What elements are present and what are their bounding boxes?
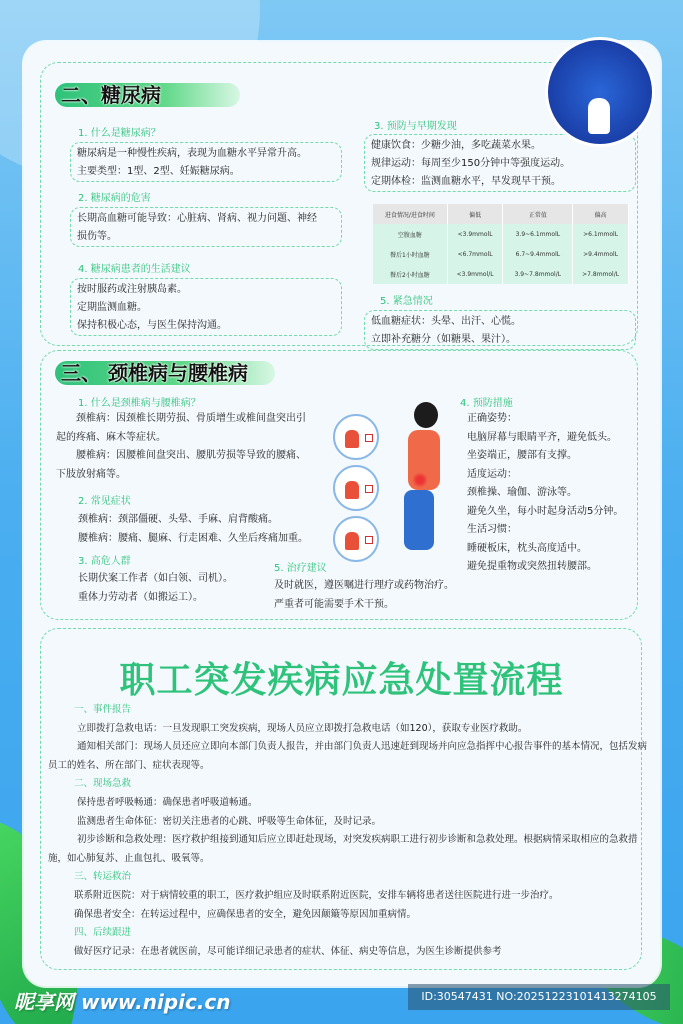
text-line: 低血糖症状：头晕、出汗、心慌。 <box>371 316 521 327</box>
table-cell: >7.8mmol/L <box>573 264 629 284</box>
text-line: 避免久坐，每小时起身活动5分钟。 <box>467 505 624 517</box>
text-line: 腰椎病：因腰椎间盘突出、腰肌劳损等导致的腰痛、 <box>76 450 306 461</box>
people-circle-illustration <box>548 40 652 144</box>
spine-s5-title: 5. 治疗建议 <box>274 563 327 574</box>
text-line: 规律运动：每周至少150分钟中等强度运动。 <box>371 158 571 169</box>
text-line: 保持积极心态，与医生保持沟通。 <box>77 320 227 331</box>
paragraph: 初步诊断和急救处理：医疗救护组接到通知后应立即赶赴现场，对突发疾病职工进行初步诊断和急救处理。根据病情采取相应的急救措施，如心肺复苏、止血包扎、吸氧等。 <box>48 834 638 864</box>
table-cell: <3.9mmolL <box>447 224 503 244</box>
person-figure <box>345 430 359 448</box>
text-line: 颈椎操、瑜伽、游泳等。 <box>467 487 577 498</box>
section-title: 三、转运救治 <box>74 871 132 883</box>
section-title: 四、后续跟进 <box>74 927 132 939</box>
text-line: 重体力劳动者（如搬运工）。 <box>78 591 203 603</box>
text-line: 坐姿端正，腰部有支撑。 <box>467 450 577 461</box>
table-cell: 餐后2小时血糖 <box>373 264 447 284</box>
text-line: 颈椎病：因颈椎长期劳损、骨质增生或椎间盘突出引 <box>76 413 306 424</box>
table-row <box>373 244 629 264</box>
paragraph: 保持患者呼吸畅通：确保患者呼吸道畅通。 <box>77 796 258 808</box>
diabetes-s4-box <box>70 278 342 336</box>
text-line: 及时就医，遵医嘱进行理疗或药物治疗。 <box>274 580 454 591</box>
text-line: 长期伏案工作者（如白领、司机）。 <box>78 573 233 584</box>
diabetes-s5-box <box>364 310 636 350</box>
text-line: 颈椎病：颈部僵硬、头晕、手麻、肩背酸痛。 <box>78 514 278 525</box>
diabetes-s3-title: 3. 预防与早期发现 <box>374 121 457 132</box>
text-line: 立即补充糖分（如糖果、果汁）。 <box>371 334 516 345</box>
head <box>414 402 438 428</box>
text-line: 损伤等。 <box>77 231 117 242</box>
text-line: 生活习惯： <box>467 524 517 535</box>
posture-lifting-illustration <box>333 465 379 511</box>
text-line: 定期体检：监测血糖水平，早发现早干预。 <box>371 176 561 187</box>
posture-desk-illustration <box>333 414 379 460</box>
diabetes-s1-title: 1. 什么是糖尿病？ <box>78 128 161 139</box>
table-cell: 3.9~7.8mmol/L <box>503 264 573 284</box>
spine-s3-title: 3. 高危人群 <box>78 556 131 567</box>
text-line: 避免提重物或突然扭转腰部。 <box>467 561 597 572</box>
spine-title: 三、 颈椎病与腰椎病 <box>55 361 275 385</box>
text-line: 正确姿势： <box>467 413 517 424</box>
watermark-logo: 昵享网 www.nipic.cn <box>14 990 231 1014</box>
text-line: 严重者可能需要手术干预。 <box>274 598 394 610</box>
section-title: 二、现场急救 <box>74 778 132 790</box>
text-line: 下肢放射痛等。 <box>56 468 126 480</box>
text-line: 按时服药或注射胰岛素。 <box>77 284 187 295</box>
paragraph: 通知相关部门：现场人员还应立即向本部门负责人报告，并由部门负责人迅速赶到现场并向应急指挥中心报告事件的基本情况，包括发病员工的姓名、所在部门、症状表现等。 <box>48 741 648 771</box>
table-cell: <6.7mmolL <box>447 244 503 264</box>
text-line: 适度运动： <box>467 468 517 480</box>
text-line: 主要类型：1型、2型、妊娠糖尿病。 <box>77 166 240 177</box>
person-figure <box>345 532 359 550</box>
spine-s4-title: 4. 预防措施 <box>460 398 513 409</box>
text-line: 起的疼痛、麻木等症状。 <box>56 431 166 443</box>
diabetes-s1-box <box>70 142 342 182</box>
diabetes-title: 二、糖尿病 <box>55 83 240 107</box>
spine-s4-text <box>467 410 623 577</box>
paragraph: 立即拨打急救电话：一旦发现职工突发疾病，现场人员应立即拨打急救电话（如120），获取专业医疗救助。 <box>77 722 528 734</box>
diabetes-s5-title: 5. 紧急情况 <box>380 296 433 307</box>
diabetes-s2-title: 2. 糖尿病的危害 <box>78 193 151 204</box>
spine-s5-text <box>274 577 454 614</box>
paragraph: 确保患者安全：在转运过程中，应确保患者的安全，避免因颠簸等原因加重病情。 <box>74 908 417 920</box>
blood-sugar-table <box>373 204 629 284</box>
diabetes-s4-title: 4. 糖尿病患者的生活建议 <box>78 264 191 275</box>
table-row <box>373 224 629 244</box>
spine-s2-text <box>78 511 308 548</box>
person-figure <box>345 481 359 499</box>
spine-s1-text <box>56 410 336 484</box>
spine-s3-text <box>78 570 233 607</box>
table-row <box>373 264 629 284</box>
text-line: 定期监测血糖。 <box>77 302 147 313</box>
paragraph: 监测患者生命体征：密切关注患者的心跳、呼吸等生命体征，及时记录。 <box>77 815 382 827</box>
wrong-icon <box>365 536 373 544</box>
table-header: 正常值 <box>503 204 573 224</box>
image-id-badge: ID:30547431 NO:20251223101413274105 <box>408 984 670 1010</box>
table-cell: 3.9~6.1mmolL <box>503 224 573 244</box>
posture-slouch-illustration <box>333 516 379 562</box>
text-line: 睡硬板床，枕头高度适中。 <box>467 542 587 554</box>
text-line: 腰椎病：腰痛、腿麻、行走困难、久坐后疼痛加重。 <box>78 532 308 544</box>
text-line: 长期高血糖可能导致：心脏病、肾病、视力问题、神经 <box>77 213 317 224</box>
back-pain-woman-illustration <box>392 400 452 560</box>
table-cell: 空腹血糖 <box>373 224 447 244</box>
paragraph: 联系附近医院：对于病情较重的职工，医疗救护组应及时联系附近医院，安排车辆将患者送往医院进行进一步治疗。 <box>74 889 559 901</box>
emergency-title: 职工突发疾病应急处置流程 <box>119 660 564 701</box>
table-header: 偏高 <box>573 204 629 224</box>
paragraph: 做好医疗记录：在患者就医前，尽可能详细记录患者的症状、体征、病史等信息，为医生诊断提供参考 <box>74 945 502 957</box>
table-header: 进食情况/进食时间 <box>373 204 447 224</box>
spine-s1-title: 1. 什么是颈椎病与腰椎病？ <box>78 398 201 409</box>
wrong-icon <box>365 485 373 493</box>
text-line: 健康饮食：少糖少油，多吃蔬菜水果。 <box>371 140 541 151</box>
diabetes-s2-box <box>70 207 342 247</box>
emergency-flow-text <box>48 701 648 961</box>
table-header: 偏低 <box>447 204 503 224</box>
doctor-figure <box>588 98 610 134</box>
wrong-icon <box>365 434 373 442</box>
pain-point-icon <box>412 472 428 488</box>
table-cell: 6.7~9.4mmolL <box>503 244 573 264</box>
text-line: 糖尿病是一种慢性疾病，表现为血糖水平异常升高。 <box>77 148 307 159</box>
table-cell: <3.9mmol/L <box>447 264 503 284</box>
table-cell: >9.4mmolL <box>573 244 629 264</box>
spine-s2-title: 2. 常见症状 <box>78 496 131 507</box>
table-cell: >6.1mmolL <box>573 224 629 244</box>
table-cell: 餐后1小时血糖 <box>373 244 447 264</box>
section-title: 一、事件报告 <box>74 704 132 715</box>
skirt <box>404 490 434 550</box>
text-line: 电脑屏幕与眼睛平齐，避免低头。 <box>467 431 617 443</box>
table-header-row <box>373 204 629 224</box>
